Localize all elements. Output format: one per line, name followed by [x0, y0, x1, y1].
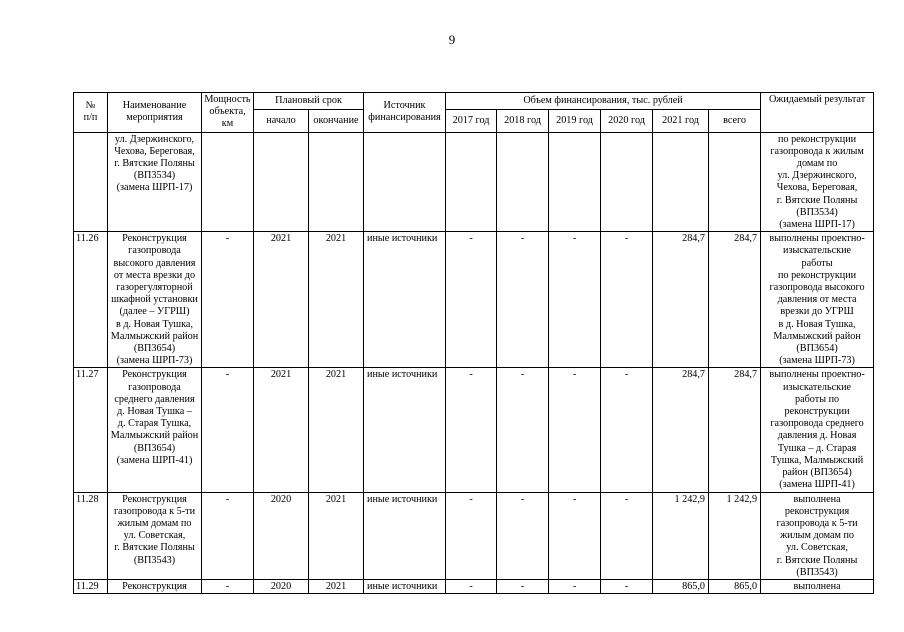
header-year-2017: 2017 год: [446, 110, 497, 132]
table-row: [74, 132, 874, 232]
row-source: иные источники: [364, 492, 446, 579]
row-source: иные источники: [364, 368, 446, 492]
row-end: 2021: [309, 492, 364, 579]
row-2021: [653, 132, 709, 232]
row-result: выполнены проектно- изыскательские работы по реконструкции газопровода высокого давления от места врезки до УГРШ в д. Новая Тушка, Малмыжский район (ВП3654) (замена ШРП-73): [761, 232, 874, 368]
row-2020: -: [601, 492, 653, 579]
row-num: 11.29: [74, 579, 108, 593]
row-name: ул. Дзержинского, Чехова, Береговая, г. Вятские Поляны (ВП3534) (замена ШРП-17): [108, 132, 202, 232]
funding-table: [73, 92, 874, 594]
row-start: 2021: [254, 368, 309, 492]
row-2020: -: [601, 579, 653, 593]
page-number: 9: [448, 32, 456, 47]
row-2017: [446, 132, 497, 232]
row-source: иные источники: [364, 579, 446, 593]
row-start: 2020: [254, 579, 309, 593]
row-2018: [497, 132, 549, 232]
row-end: [309, 132, 364, 232]
row-end: 2021: [309, 579, 364, 593]
row-2021: 865,0: [653, 579, 709, 593]
row-2021: 284,7: [653, 368, 709, 492]
header-year-2020: 2020 год: [601, 110, 653, 132]
header-source: Источник финансирования: [364, 93, 446, 133]
row-source: [364, 132, 446, 232]
row-total: [709, 132, 761, 232]
row-2018: -: [497, 232, 549, 368]
row-total: 1 242,9: [709, 492, 761, 579]
row-result: выполнена реконструкция газопровода к 5-ти жилым домам по ул. Советская, г. Вятские Поляны (ВП3543): [761, 492, 874, 579]
row-power: -: [202, 579, 254, 593]
table-row: [74, 492, 874, 579]
table-row: [74, 579, 874, 593]
row-result: выполнена: [761, 579, 874, 593]
header-total: всего: [709, 110, 761, 132]
row-power: -: [202, 232, 254, 368]
header-year-2018: 2018 год: [497, 110, 549, 132]
row-end: 2021: [309, 232, 364, 368]
row-2019: -: [549, 368, 601, 492]
row-total: 284,7: [709, 232, 761, 368]
row-2017: -: [446, 579, 497, 593]
header-name: Наименование мероприятия: [108, 93, 202, 133]
header-power: Мощность объекта, км: [202, 93, 254, 133]
header-result: Ожидаемый результат: [761, 93, 874, 133]
row-start: 2020: [254, 492, 309, 579]
row-2018: -: [497, 368, 549, 492]
table-row: [74, 368, 874, 492]
row-2021: 284,7: [653, 232, 709, 368]
header-end: окончание: [309, 110, 364, 132]
row-2017: -: [446, 492, 497, 579]
header-plan-term: Плановый срок: [254, 93, 364, 110]
row-end: 2021: [309, 368, 364, 492]
row-2017: -: [446, 232, 497, 368]
row-name: Реконструкция газопровода среднего давления д. Новая Тушка – д. Старая Тушка, Малмыжский район (ВП3654) (замена ШРП-41): [108, 368, 202, 492]
row-result: выполнены проектно- изыскательские работы по реконструкции газопровода среднего давления д. Новая Тушка – д. Старая Тушка, Малмыжский район (ВП3654) (замена ШРП-41): [761, 368, 874, 492]
row-2019: -: [549, 579, 601, 593]
row-2019: [549, 132, 601, 232]
row-total: 865,0: [709, 579, 761, 593]
row-name: Реконструкция газопровода к 5-ти жилым домам по ул. Советская, г. Вятские Поляны (ВП3543): [108, 492, 202, 579]
row-2018: -: [497, 492, 549, 579]
row-2018: -: [497, 579, 549, 593]
row-2020: -: [601, 368, 653, 492]
header-start: начало: [254, 110, 309, 132]
row-name: Реконструкция газопровода высокого давления от места врезки до газорегуляторной шкафной установки (далее – УГРШ) в д. Новая Тушка, Малмыжский район (ВП3654) (замена ШРП-73): [108, 232, 202, 368]
row-power: -: [202, 492, 254, 579]
row-2019: -: [549, 232, 601, 368]
row-num: [74, 132, 108, 232]
header-num: № п/п: [74, 93, 108, 133]
row-2020: [601, 132, 653, 232]
row-result: по реконструкции газопровода к жилым домам по ул. Дзержинского, Чехова, Береговая, г. Вятские Поляны (ВП3534) (замена ШРП-17): [761, 132, 874, 232]
row-2021: 1 242,9: [653, 492, 709, 579]
row-start: 2021: [254, 232, 309, 368]
row-num: 11.26: [74, 232, 108, 368]
header-year-2021: 2021 год: [653, 110, 709, 132]
row-2020: -: [601, 232, 653, 368]
header-funding: Объем финансирования, тыс. рублей: [446, 93, 761, 110]
row-power: [202, 132, 254, 232]
row-total: 284,7: [709, 368, 761, 492]
row-start: [254, 132, 309, 232]
row-name: Реконструкция: [108, 579, 202, 593]
table-row: [74, 232, 874, 368]
row-power: -: [202, 368, 254, 492]
row-num: 11.27: [74, 368, 108, 492]
header-year-2019: 2019 год: [549, 110, 601, 132]
row-2017: -: [446, 368, 497, 492]
row-2019: -: [549, 492, 601, 579]
row-num: 11.28: [74, 492, 108, 579]
row-source: иные источники: [364, 232, 446, 368]
